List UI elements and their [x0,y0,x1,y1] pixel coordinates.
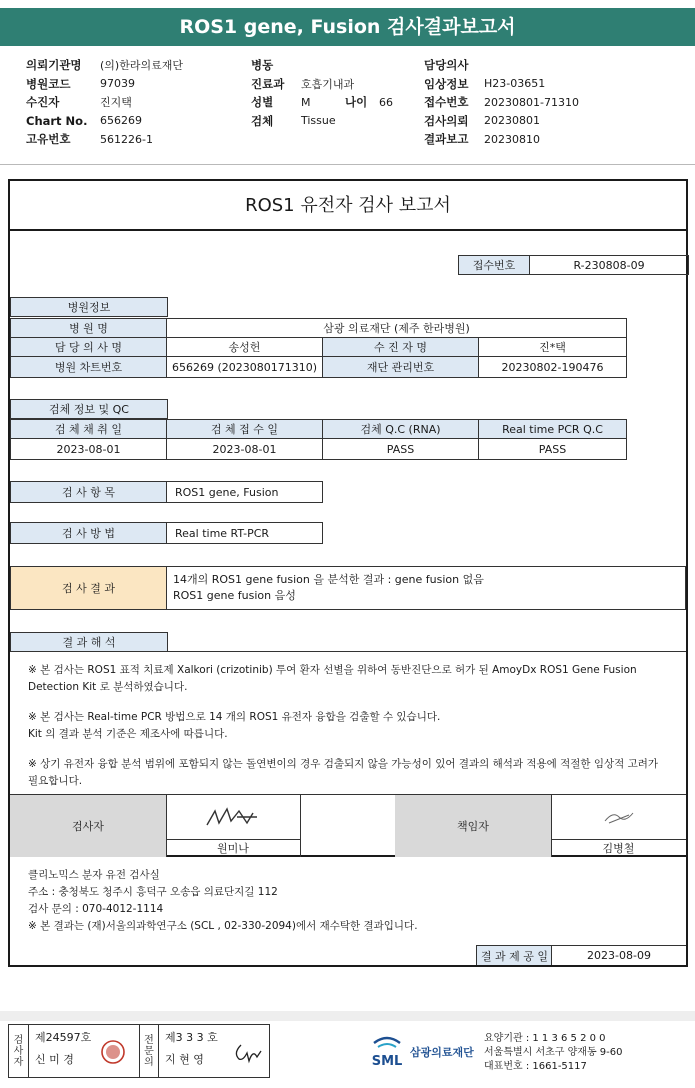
hospital-code-value: 97039 [100,77,135,91]
spec-value-rna-qc: PASS [322,438,479,460]
result-value [166,566,686,610]
examiner-signature [166,795,300,839]
examiner-vertical-label [9,1025,29,1077]
certification-stamp-box [8,1024,270,1078]
specimen-label: 검체 [251,113,274,128]
patient-value: 진지택 [100,96,132,110]
provided-date-label: 결 과 제 공 일 [476,945,552,965]
examiner-signature-cell [166,795,301,857]
test-item-value: ROS1 gene, Fusion [166,481,323,503]
test-method-value: Real time RT-PCR [166,522,323,544]
interp-paragraph-1: ※ 본 검사는 ROS1 표적 치료제 Xalkori (crizotinib) 투여 환자 선별을 위하여 동반진단으로 허가 된 AmoyDx ROS1 Gene Fusion Detection Kit 로 분석하였습니다. [28,664,637,693]
test-item-label: 검 사 항 목 [10,481,167,503]
result-label: 검 사 결 과 [10,566,167,610]
sex-value: M [301,95,311,109]
sex-label: 성별 [251,95,274,110]
spec-value-pcr-qc: PASS [478,438,627,460]
unique-no-label: 고유번호 [26,132,71,147]
interpretation-body [10,651,686,795]
clinical-info-label: 임상정보 [424,76,469,91]
hospital-code-label: 병원코드 [26,76,71,91]
lab-address: 주소 : 충청북도 청주시 흥덕구 오송읍 의료단지길 112 [28,886,278,898]
provided-date-value: 2023-08-09 [551,945,686,965]
exam-vlabel-1: 검 [13,1034,24,1046]
examiner-seal-icon [100,1039,126,1069]
interpretation-section-label: 결 과 해 석 [10,632,168,652]
interp-paragraph-2b: Kit 의 결과 분석 기준은 제조사에 따릅니다. [28,727,228,740]
responsible-signature-cell [551,795,686,857]
hospital-name-value: 삼광 의료재단 (제주 한라병원) [166,318,627,338]
chart-no-value: 656269 [100,114,142,128]
signature-blank-cell [300,795,396,857]
exam-vlabel-3: 자 [13,1056,24,1068]
spec-header-rna-qc: 검체 Q.C (RNA) [322,419,479,439]
header-col-2 [251,56,393,130]
examiner-license [35,1027,91,1071]
doctor-label: 담 당 의 사 명 [10,337,167,357]
age-value: 66 [379,95,393,109]
sml-logo-mark: SML [371,1054,403,1069]
patient-name-label: 수 진 자 명 [322,337,479,357]
result-line-2: ROS1 gene fusion 음성 [173,589,296,602]
doc-vlabel-2: 문 [144,1045,154,1057]
footer-address: 서울특별시 서초구 양재동 9-60 [484,1047,623,1058]
responsible-label: 책임자 [395,795,552,857]
interp-paragraph-2 [28,709,668,742]
spec-value-collect: 2023-08-01 [10,438,167,460]
examiner-license-name: 신 미 경 [35,1053,74,1066]
doc-vlabel-1: 전 [144,1034,154,1046]
receipt-value: R-230808-09 [529,255,689,275]
patient-label: 수진자 [26,95,60,110]
receipt-no-label: 접수번호 [424,95,469,110]
header-col-1 [26,56,183,149]
doctor-value: 송성헌 [166,337,323,357]
patient-name-value: 진*택 [478,337,627,357]
examiner-name: 원미나 [166,839,300,857]
hospital-value: (의)한라의료재단 [100,59,183,73]
examiner-label: 검사자 [10,795,167,857]
hospital-label: 의뢰기관명 [26,58,82,73]
attending-label: 담당의사 [424,58,469,73]
header-col-3 [424,56,579,149]
doc-vlabel-3: 의 [144,1056,154,1068]
management-number-value: 20230802-190476 [478,356,627,378]
signature-row [10,795,686,857]
footer-divider [0,1011,695,1021]
header-divider [0,164,695,165]
test-method-label: 검 사 방 법 [10,522,167,544]
report-body [8,179,688,967]
hospital-section-label: 병원정보 [10,297,168,317]
result-line-1: 14개의 ROS1 gene fusion 을 분석한 결과 : gene fusion 없음 [173,573,484,586]
unique-no-value: 561226-1 [100,132,153,146]
lab-note: ※ 본 결과는 (재)서울의과학연구소 (SCL , 02-330-2094)에서 재수탁한 결과입니다. [28,920,418,932]
request-date-value: 20230801 [484,114,540,128]
chart-number-label: 병원 차트번호 [10,356,167,378]
lab-contact: 검사 문의 : 070-4012-1114 [28,903,164,915]
responsible-name: 김병철 [551,839,686,857]
sml-logo-icon [368,1035,406,1069]
receipt-no-value: 20230801-71310 [484,95,579,109]
sml-logo [368,1032,474,1072]
specimen-section-label: 검체 정보 및 QC [10,399,168,419]
interp-paragraph-3: ※ 상기 유전자 융합 분석 범위에 포함되지 않는 돌연변이의 경우 검출되지 않을 가능성이 있어 결과의 해석과 적용에 적절한 임상적 고려가 필요합니다. [28,758,659,787]
responsible-signature [551,795,686,839]
report-title-bar: ROS1 gene, Fusion 검사결과보고서 [0,8,695,46]
lab-name: 클리노믹스 분자 유전 검사실 [28,869,160,881]
footer-phone: 대표번호 : 1661-5117 [484,1061,587,1072]
chart-no-label: Chart No. [26,113,88,128]
report-subtitle: ROS1 유전자 검사 보고서 [10,181,686,231]
age-label: 나이 [345,95,368,110]
patient-header [0,52,695,160]
hospital-name-label: 병 원 명 [10,318,167,338]
request-date-label: 검사의뢰 [424,113,469,128]
specialist-signature [231,1039,263,1069]
report-date-label: 결과보고 [424,132,469,147]
specimen-value: Tissue [301,114,336,128]
spec-value-receive: 2023-08-01 [166,438,323,460]
spec-header-pcr-qc: Real time PCR Q.C [478,419,627,439]
examiner-license-no: 제24597호 [35,1031,92,1044]
chart-number-value: 656269 (2023080171310) [166,356,323,378]
department-value: 호흡기내과 [301,77,355,91]
footer-info [484,1032,623,1074]
spec-header-receive: 검 체 접 수 일 [166,419,323,439]
interp-paragraph-2a: ※ 본 검사는 Real-time PCR 방법으로 14 개의 ROS1 유전자 융합을 검출할 수 있습니다. [28,711,441,723]
sml-logo-name: 삼광의료재단 [410,1046,474,1059]
report-date-value: 20230810 [484,132,540,146]
receipt-label: 접수번호 [458,255,530,275]
specialist-vertical-label [139,1025,159,1077]
lab-info [28,867,418,935]
specialist-license [165,1027,218,1071]
specialist-license-name: 지 현 영 [165,1053,204,1066]
specialist-license-no: 제3 3 3 호 [165,1031,218,1044]
ward-label: 병동 [251,58,274,73]
footer-institution-code: 요양기관 : 1 1 3 6 5 2 0 0 [484,1033,606,1044]
exam-vlabel-2: 사 [13,1045,24,1057]
clinical-info-value: H23-03651 [484,77,546,91]
spec-header-collect: 검 체 채 취 일 [10,419,167,439]
department-label: 진료과 [251,76,285,91]
management-number-label: 재단 관리번호 [322,356,479,378]
